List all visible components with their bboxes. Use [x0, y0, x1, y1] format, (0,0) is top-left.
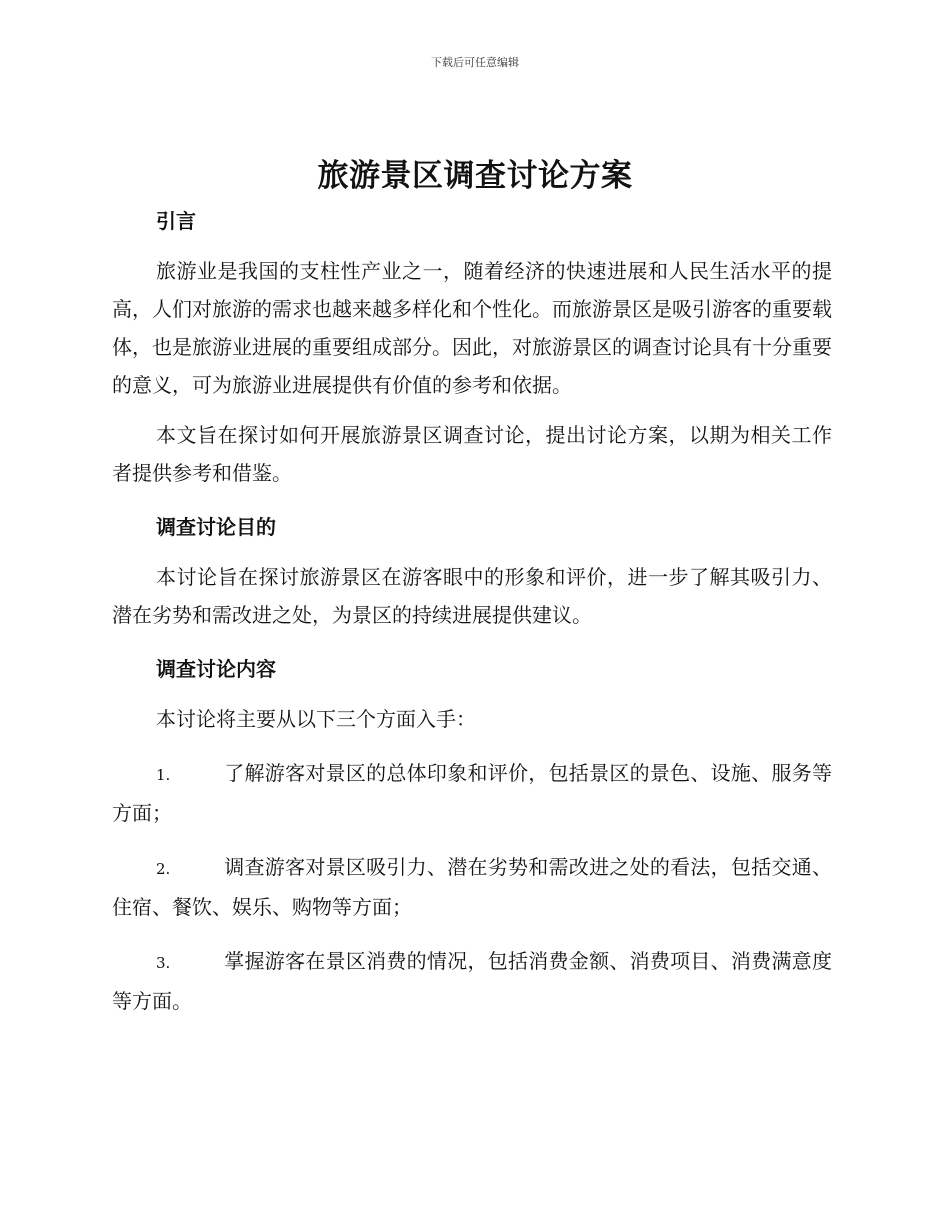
paragraph: 旅游业是我国的支柱性产业之一，随着经济的快速进展和人民生活水平的提高，人们对旅游的需求也越来越多样化和个性化。而旅游景区是吸引游客的重要载体，也是旅游业进展的重要组成部分。因此，对旅游景区的调查讨论具有十分重要的意义，可为旅游业进展提供有价值的参考和依据。 — [112, 259, 832, 397]
document-title: 旅游景区调查讨论方案 — [317, 158, 633, 194]
paragraph: 本讨论旨在探讨旅游景区在游客眼中的形象和评价，进一步了解其吸引力、潜在劣势和需改进之处，为景区的持续进展提供建议。 — [112, 565, 832, 627]
list-text: 了解游客对景区的总体印象和评价，包括景区的景色、设施、服务等方面； — [112, 761, 832, 825]
section-heading: 调查讨论内容 — [156, 657, 276, 681]
list-number: 2. — [156, 860, 171, 878]
section-purpose — [112, 508, 832, 634]
list-item — [112, 848, 832, 926]
list-item — [112, 942, 832, 1020]
paragraph: 本文旨在探讨如何开展旅游景区调查讨论，提出讨论方案，以期为相关工作者提供参考和借鉴。 — [112, 423, 832, 485]
list-number: 3. — [156, 954, 171, 972]
section-introduction — [112, 202, 832, 492]
section-content — [112, 650, 832, 1020]
list-number: 1. — [156, 766, 171, 784]
header-note: 下载后可任意编辑 — [431, 56, 519, 69]
list-text: 掌握游客在景区消费的情况，包括消费金额、消费项目、消费满意度等方面。 — [112, 949, 832, 1013]
list-item — [112, 754, 832, 832]
section-heading: 引言 — [156, 209, 196, 233]
document-body — [112, 202, 832, 1036]
paragraph: 本讨论将主要从以下三个方面入手： — [156, 707, 476, 731]
list-text: 调查游客对景区吸引力、潜在劣势和需改进之处的看法，包括交通、住宿、餐饮、娱乐、购物等方面； — [112, 855, 832, 919]
section-heading: 调查讨论目的 — [156, 515, 276, 539]
